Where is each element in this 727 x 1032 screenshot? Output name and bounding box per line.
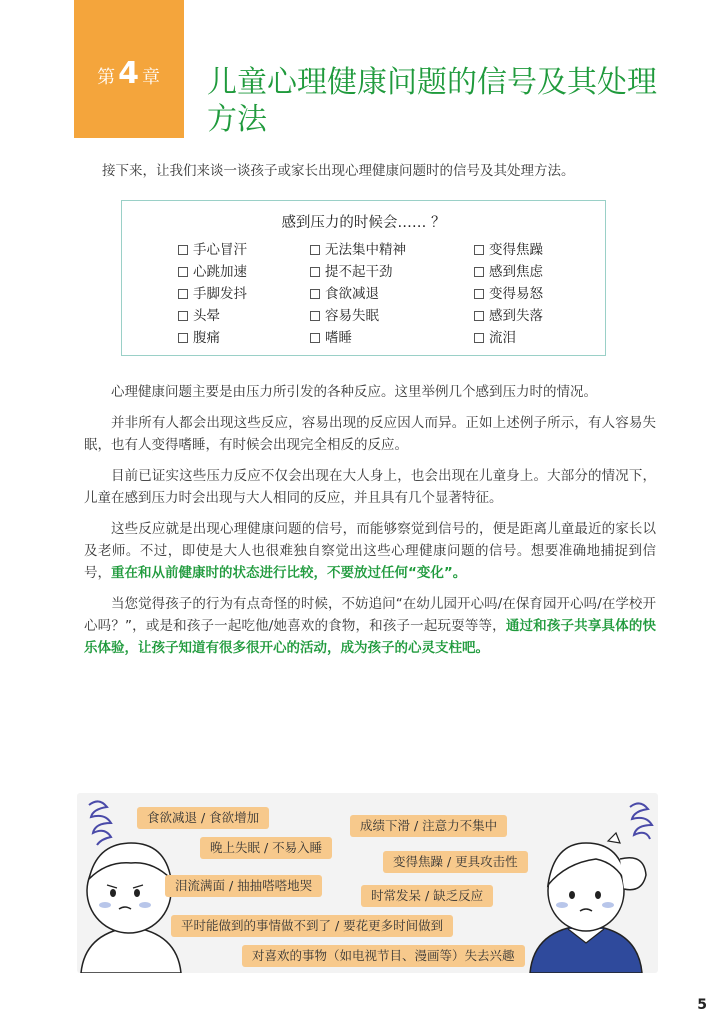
checklist-title: 感到压力的时候会…… ？	[281, 215, 446, 231]
paragraph: 这些反应就是出现心理健康问题的信号，而能够察觉到信号的，便是距离儿童最近的家长以及老师。不过，即使是大人也很难独自察觉出这些心理健康问题的信号。想要准确地捕捉到信号，重在和从前健康时的状态进行比较，不要放过任何“变化”。	[84, 521, 656, 581]
stress-checklist	[121, 200, 606, 356]
chapter-title-line1: 儿童心理健康问题的信号及其处理	[207, 65, 657, 100]
checklist-item[interactable]: 手心冒汗	[178, 239, 247, 261]
checklist-item[interactable]: 嗜睡	[310, 327, 406, 349]
checkbox-icon[interactable]	[178, 267, 188, 277]
checklist-item[interactable]: 心跳加速	[178, 261, 247, 283]
checklist-item[interactable]: 头晕	[178, 305, 247, 327]
checkbox-icon[interactable]	[178, 333, 188, 343]
chapter-title	[207, 64, 687, 138]
body-text	[84, 381, 656, 668]
checkbox-icon[interactable]	[178, 245, 188, 255]
symptom-tag: 时常发呆 / 缺乏反应	[361, 885, 493, 907]
symptom-tag: 对喜欢的事物（如电视节目、漫画等）失去兴趣	[242, 945, 525, 967]
checklist-item[interactable]: 提不起干劲	[310, 261, 406, 283]
chapter-tab	[74, 0, 184, 138]
checklist-item[interactable]: 无法集中精神	[310, 239, 406, 261]
checkbox-icon[interactable]	[310, 333, 320, 343]
paragraph: 目前已证实这些压力反应不仅会出现在大人身上，也会出现在儿童身上。大部分的情况下，儿童在感到压力时会出现与大人相同的反应，并且具有几个显著特征。	[84, 468, 656, 506]
symptom-tag: 泪流满面 / 抽抽嗒嗒地哭	[165, 875, 322, 897]
chapter-suffix: 章	[141, 67, 161, 88]
checkbox-icon[interactable]	[474, 333, 484, 343]
chapter-label	[74, 56, 184, 91]
highlight-text: 通过和孩子共享具体的快乐体验，让孩子知道有很多很开心的活动，成为孩子的心灵支柱吧。	[84, 618, 656, 656]
stress-signs-illustration	[77, 793, 658, 973]
checklist-item[interactable]: 手脚发抖	[178, 283, 247, 305]
checkbox-icon[interactable]	[474, 311, 484, 321]
chapter-title-line2: 方法	[207, 102, 267, 137]
symptom-tag: 晚上失眠 / 不易入睡	[200, 837, 332, 859]
checkbox-icon[interactable]	[178, 311, 188, 321]
checklist-item[interactable]: 变得焦躁	[474, 239, 543, 261]
checkbox-icon[interactable]	[310, 245, 320, 255]
checklist-column-3	[474, 239, 543, 349]
symptom-tag: 平时能做到的事情做不到了 / 要花更多时间做到	[171, 915, 453, 937]
checklist-item[interactable]: 容易失眠	[310, 305, 406, 327]
checklist-item[interactable]: 流泪	[474, 327, 543, 349]
chapter-prefix: 第	[97, 67, 117, 88]
checklist-item[interactable]: 食欲减退	[310, 283, 406, 305]
checkbox-icon[interactable]	[474, 289, 484, 299]
intro-text: 接下来，让我们来谈一谈孩子或家长出现心理健康问题时的信号及其处理方法。	[102, 163, 575, 179]
checkbox-icon[interactable]	[474, 245, 484, 255]
checkbox-icon[interactable]	[310, 289, 320, 299]
symptom-tag: 变得焦躁 / 更具攻击性	[383, 851, 528, 873]
checklist-item[interactable]: 感到焦虑	[474, 261, 543, 283]
checklist-item[interactable]: 变得易怒	[474, 283, 543, 305]
checkbox-icon[interactable]	[178, 289, 188, 299]
paragraph: 并非所有人都会出现这些反应，容易出现的反应因人而异。正如上述例子所示，有人容易失眠，也有人变得嗜睡，有时候会出现完全相反的反应。	[84, 415, 656, 453]
stress-scribble-icon	[89, 801, 111, 845]
checklist-column-2	[310, 239, 406, 349]
highlight-text: 重在和从前健康时的状态进行比较，不要放过任何“变化”。	[111, 565, 467, 581]
paragraph: 心理健康问题主要是由压力所引发的各种反应。这里举例几个感到压力时的情况。	[111, 384, 597, 400]
checkbox-icon[interactable]	[474, 267, 484, 277]
paragraph: 当您觉得孩子的行为有点奇怪的时候，不妨追问“在幼儿园开心吗/在保育园开心吗/在学校开心吗？”，或是和孩子一起吃他/她喜欢的食物，和孩子一起玩耍等等，通过和孩子共享具体的快乐体验，让孩子知道有很多很开心的活动，成为孩子的心灵支柱吧。	[84, 596, 656, 656]
stress-scribble-icon	[630, 803, 652, 839]
checkbox-icon[interactable]	[310, 311, 320, 321]
girl-illustration	[528, 793, 658, 973]
symptom-tag: 成绩下滑 / 注意力不集中	[350, 815, 507, 837]
checklist-item[interactable]: 感到失落	[474, 305, 543, 327]
page-number: 5	[697, 997, 707, 1013]
symptom-tag: 食欲减退 / 食欲增加	[137, 807, 269, 829]
checklist-column-1	[178, 239, 247, 349]
checklist-item[interactable]: 腹痛	[178, 327, 247, 349]
chapter-number: 4	[118, 56, 140, 91]
checkbox-icon[interactable]	[310, 267, 320, 277]
